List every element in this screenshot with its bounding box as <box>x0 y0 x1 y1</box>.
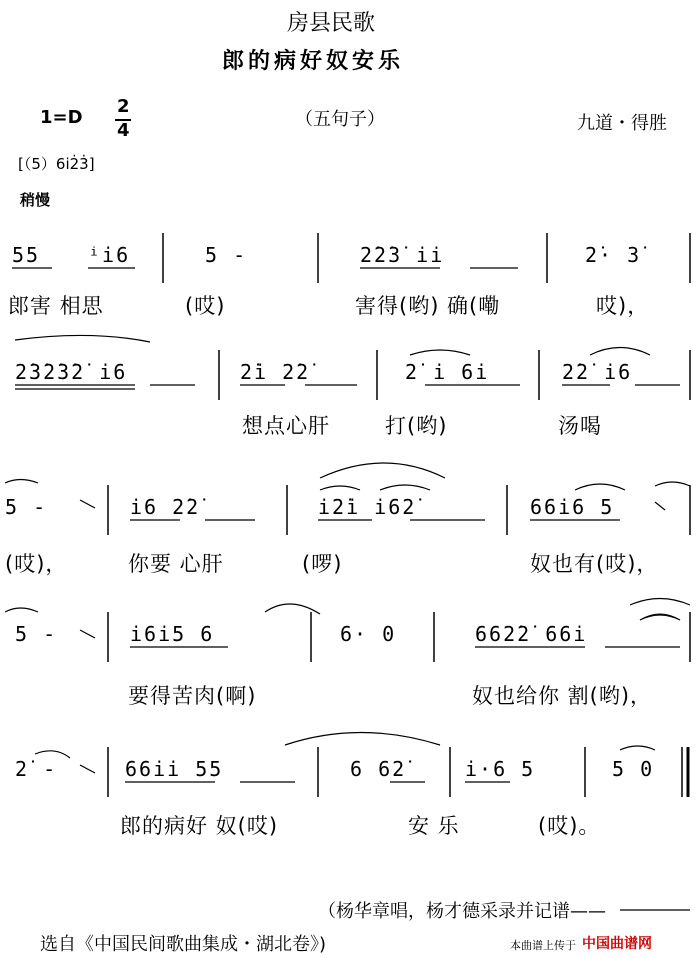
form-label: （五句子） <box>295 109 385 130</box>
row1-measure4-notes: 2̇· 3̇ <box>585 243 642 267</box>
song-category: 房县民歌 <box>287 11 376 36</box>
source-line: 选自《中国民间歌曲集成・湖北卷》) <box>40 934 327 955</box>
upload-note: 本曲谱上传于 <box>510 939 576 952</box>
row2-measure4-notes: 2̇2̇ i6 <box>562 360 633 384</box>
row5-measure1-notes: 2̇ - <box>15 757 58 781</box>
row1-lyric4: 哎)， <box>596 294 650 318</box>
time-signature-top: 2 <box>117 96 130 117</box>
row3-lyric1: (哎)， <box>5 552 68 576</box>
row4-measure4-notes: 662̇2̇ 66i <box>475 622 588 646</box>
tempo-marking: 稍慢 <box>20 191 51 209</box>
row1-measure1b-notes: ⁱi6 <box>88 243 131 267</box>
time-signature-bottom: 4 <box>117 120 130 141</box>
row3-measure3-notes: i2̇i i62̇ <box>318 495 417 519</box>
row2-lyric2: 打(哟) <box>385 414 448 438</box>
row1-lyric1: 郎害 相思 <box>8 294 104 318</box>
credit-line: （杨华章唱，杨才德采录并记谱—— <box>318 901 606 922</box>
row5-measure3-notes: 6 62̇ <box>350 757 407 781</box>
row3-lyric3: (啰) <box>302 552 343 576</box>
row2-measure3-notes: 2̇ i 6i <box>405 360 490 384</box>
row1-measure1-notes: 55 <box>12 243 41 267</box>
row3-lyric2: 你要 心肝 <box>128 552 224 576</box>
row3-lyric4: 奴也有(哎)， <box>530 552 659 576</box>
row5-lyric2: 安 乐 <box>408 814 460 838</box>
site-logo: 中国曲谱网 <box>582 936 652 952</box>
row1-lyric3: 害得(哟) 确(嘞 <box>355 294 501 318</box>
row2-measure2-notes: 2̇i 2̇2̇ <box>240 360 311 384</box>
key-signature: 1=D <box>40 107 83 128</box>
intro-notes: [（5）6i2̇3̇] <box>18 155 95 173</box>
row4-lyric1: 要得苦肉(啊) <box>128 684 257 708</box>
row5-lyric1: 郎的病好 奴(哎) <box>120 814 279 838</box>
row5-measure4-notes: i·6 5 <box>465 757 536 781</box>
row5-measure5-notes: 5 0 <box>612 757 655 781</box>
row3-measure1-notes: 5 - <box>5 495 48 519</box>
row4-measure3-notes: 6· 0 <box>340 622 397 646</box>
row5-measure2-notes: 66ii 55 <box>125 757 224 781</box>
song-title: 郎的病好奴安乐 <box>222 49 405 74</box>
row3-measure2-notes: i6 2̇2̇ <box>130 495 201 519</box>
row5-lyric3: (哎)。 <box>538 814 601 838</box>
row4-measure2-notes: i6i5 6 <box>130 622 215 646</box>
row2-measure1-notes: 2̇3̇2̇3̇2̇ i6 <box>15 360 128 384</box>
style-label: 九道・得胜 <box>577 113 667 134</box>
row1-lyric2: (哎) <box>185 294 226 318</box>
row2-lyric1: 想点心肝 <box>242 414 330 438</box>
row4-lyric2: 奴也给你 割(哟)， <box>472 684 653 708</box>
row1-measure3-notes: 2̇2̇3̇ ii <box>360 243 445 267</box>
row2-lyric3: 汤喝 <box>558 414 602 438</box>
row4-measure1-notes: 5 - <box>15 622 58 646</box>
row1-measure2-notes: 5 - <box>205 243 248 267</box>
row3-measure4-notes: 66i6 5 <box>530 495 615 519</box>
